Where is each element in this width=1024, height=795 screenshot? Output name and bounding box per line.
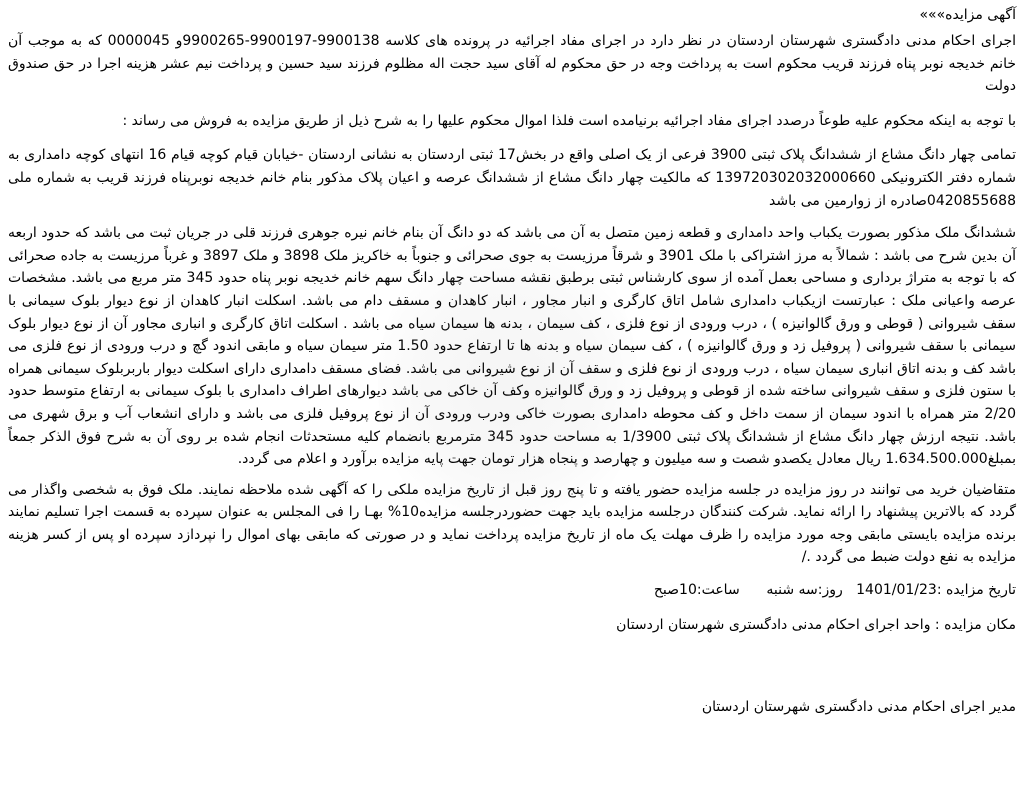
auction-date: 1401/01/23 — [856, 582, 937, 599]
property-description-paragraph: ششدانگ ملک مذکور بصورت یکباب واحد دامداری و قطعه زمین متصل به آن می باشد که دو دانگ آن بنام خانم نیره جوهری فرزند قلی در جریان ثبت می باشد که حدود اربعه آن بدین شرح می باشد : شمالاً به مرز اشتراکی با ملک 3901 و شرقاً مرزیست به جوی صحرائی و جنوباً به خاکریز ملک 3898 و ملک 3897 و غرباً مرزیست به جاده صحرائی که با توجه به متراژ برداری و مساحی بعمل آمده از سوی کارشناس ثبتی برطبق نقشه مساحت چهار دانگ سهم خانم خدیجه نوبر پناه حدود 345 متر مربع می باشد. مشخصات عرصه واعیانی ملک : عبارتست ازیکباب دامداری شامل اتاق کارگری و انبار مجاور ، انبار کاهدان و مسقف دام می باشد. اسکلت انبار کاهدان از نوع دیوار بلوک سیمانی با سقف شیروانی ( قوطی و ورق گالوانیزه ) ، درب ورودی از نوع فلزی ، کف سیمان ، بدنه ها سیمان سیاه می باشد . اسکلت اتاق کارگری و انباری مجاور آن از نوع دیوار بلوک سیمانی با سقف شیروانی ( پروفیل زد و ورق گالوانیزه ) ، کف سیمان سیاه و بدنه ها تا ارتفاع حدود 1.50 متر سیمان سیاه و مابقی اندود گچ و درب ورودی از نوع فلزی می باشد کف و بدنه اتاق انباری سیمان سیاه ، درب ورودی از نوع فلزی و سقف آن از نوع شیروانی می باشد. فضای مسقف دامداری دارای اسکلت دیوار باربربلوک سیمانی همراه با ستون فلزی و سقف شیروانی ساخته شده از قوطی و پروفیل زد و ورق گالوانیزه وکف آن خاکی می باشد دیوارهای اطراف دامداری با بلوک سیمانی به ارتفاع متوسط حدود 2/20 متر همراه با اندود سیمان از سمت داخل و کف محوطه دامداری بصورت خاکی ودرب ورودی آن از نوع پروفیل فلزی می باشد و دارای انشعاب آب و برق شهری می باشد. نتیجه ارزش چهار دانگ مشاع از ششدانگ پلاک ثبتی 1/3900 به مساحت حدود 345 مترمربع بانضمام کلیه مستحدثات انجام شده بر روی آن به شرح فوق الذکر جمعاً بمبلغ1.634.500.000 ریال معادل یکصدو شصت و سه میلیون و چهارصد و پنجاه هزار تومان جهت پایه مزایده برآورد و اعلام می گردد. — [8, 225, 1016, 468]
signature-line: مدیر اجرای احکام مدنی دادگستری شهرستان اردستان — [701, 699, 1016, 716]
auction-schedule — [8, 579, 1016, 602]
auction-day-label: روز: — [817, 582, 843, 599]
intro-paragraph: اجرای احکام مدنی دادگستری شهرستان اردستان در نظر دارد در اجرای مفاد اجرائیه در پرونده های کلاسه 9900138-9900197-9900265و 0000045 که به موجب آن خانم خدیجه نوبر پناه فرزند قریب محکوم است به پرداخت وجه در حق محکوم له آقای سید حجت اله مظلوم فرزند سید حسین و پرداخت نیم عشر هزینه اجرا در حق صندوق دولت — [8, 33, 1016, 95]
bidding-terms-paragraph: متقاضیان خرید می توانند در روز مزایده در جلسه مزایده حضور یافته و تا پنج روز قبل از تاریخ مزایده ملکی را که آگهی شده ملاحظه نمایند. ملک فوق به شخصی واگذار می گردد که بالاترین پیشنهاد را ارائه نماید. شرکت کنندگان درجلسه مزایده باید جهت حضوردرجلسه مزایده10% بهـا را فی المجلس به عنوان سپرده به قسمت اجرا تسلیم نمایند برنده مزایده بایستی مابقی وجه مورد مزایده را ظرف مهلت یک ماه از تاریخ مزایده پرداخت نماید و در صورتی که مابقی بهای اموال را نپردازد سپرده او پس از کسر هزینه مزایده به نفع دولت ضبط می گردد ./ — [8, 481, 1016, 566]
notice-title: آگهی مزایده»»» — [919, 7, 1016, 23]
auction-day: سه شنبه — [766, 582, 818, 599]
sale-statement-paragraph: با توجه به اینکه محکوم علیه طوعاً درصدد اجرای مفاد اجرائیه برنیامده است فلذا اموال محکوم علیها را به شرح ذیل از طریق مزایده به فروش می رساند : — [122, 112, 1016, 129]
auction-notice — [8, 4, 1016, 791]
auction-time: 10صبح — [653, 582, 697, 599]
auction-date-label: تاریخ مزایده : — [936, 582, 1016, 599]
auction-place: مکان مزایده : واحد اجرای احکام مدنی دادگستری شهرستان اردستان — [616, 616, 1016, 633]
auction-time-label: ساعت: — [696, 582, 740, 599]
property-ownership-paragraph: تمامی چهار دانگ مشاع از ششدانگ پلاک ثبتی 3900 فرعی از یک اصلی واقع در بخش17 ثبتی اردستان به نشانی اردستان -خیابان قیام کوچه قیام 16 انتهای کوچه دامداری به شماره دفتر الکترونیکی 13972030203200066‍0 که مالکیت چهار دانگ مشاع از ششدانگ عرصه و اعیان پلاک مذکور بنام خانم خدیجه نوبرپناه فرزند قریب به شماره ملی 0420855688صادره از زوارمین می باشد — [8, 147, 1017, 209]
